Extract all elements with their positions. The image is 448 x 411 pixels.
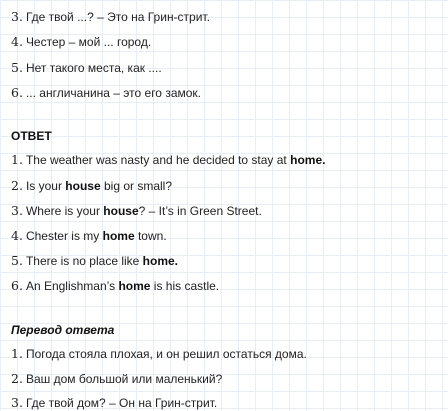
item-text: Честер – мой ... город.	[25, 35, 152, 49]
answer-text-tail: is his castle.	[150, 279, 220, 293]
answer-keyword: home	[102, 229, 135, 243]
answer-item	[11, 228, 167, 244]
answer-keyword: home	[118, 279, 151, 293]
item-text: Где твой ...? – Это на Грин-стрит.	[25, 10, 210, 24]
answer-text: There is no place like	[25, 254, 143, 268]
answer-keyword: home.	[142, 254, 179, 268]
item-number: 2.	[11, 371, 23, 386]
answer-item	[11, 253, 178, 269]
item-number: 1.	[11, 152, 23, 167]
answer-heading: ОТВЕТ	[11, 129, 52, 143]
translation-text: Ваш дом большой или маленький?	[25, 372, 223, 386]
answer-text-tail: big or small?	[100, 179, 173, 193]
translation-item	[11, 395, 217, 411]
translation-item	[11, 346, 307, 362]
translation-text: Где твой дом? – Он на Грин-стрит.	[25, 396, 218, 410]
answer-text: Is your	[25, 179, 66, 193]
item-number: 3.	[11, 395, 23, 410]
item-number: 5.	[11, 60, 23, 75]
answer-item	[11, 178, 172, 194]
item-number: 6.	[11, 278, 23, 293]
item-text: Нет такого места, как ....	[25, 61, 162, 75]
item-number: 3.	[11, 203, 23, 218]
translation-heading: Перевод ответа	[11, 323, 115, 337]
item-number: 1.	[11, 346, 23, 361]
answer-text-tail: ? – It’s in Green Street.	[138, 204, 262, 218]
answer-text-tail: town.	[134, 229, 167, 243]
answer-text: An Englishman’s	[25, 279, 119, 293]
russian-item	[11, 9, 210, 25]
translation-item	[11, 371, 222, 387]
answer-text: Chester is my	[25, 229, 103, 243]
item-number: 6.	[11, 85, 23, 100]
item-number: 3.	[11, 9, 23, 24]
answer-keyword: home.	[290, 153, 326, 167]
item-number: 2.	[11, 178, 23, 193]
item-number: 5.	[11, 253, 23, 268]
item-text: ... англичанина – это его замок.	[25, 86, 201, 100]
answer-text: The weather was nasty and he decided to stay at	[25, 153, 291, 167]
russian-item	[11, 85, 201, 101]
answer-item	[11, 203, 262, 219]
item-number: 4.	[11, 228, 23, 243]
answer-item	[11, 152, 325, 168]
russian-item	[11, 34, 151, 50]
answer-keyword: house	[103, 204, 139, 218]
translation-text: Погода стояла плохая, и он решил остаться дома.	[25, 347, 307, 361]
russian-item	[11, 60, 162, 76]
answer-text: Where is your	[25, 204, 104, 218]
item-number: 4.	[11, 34, 23, 49]
answer-item	[11, 278, 219, 294]
answer-keyword: house	[65, 179, 101, 193]
